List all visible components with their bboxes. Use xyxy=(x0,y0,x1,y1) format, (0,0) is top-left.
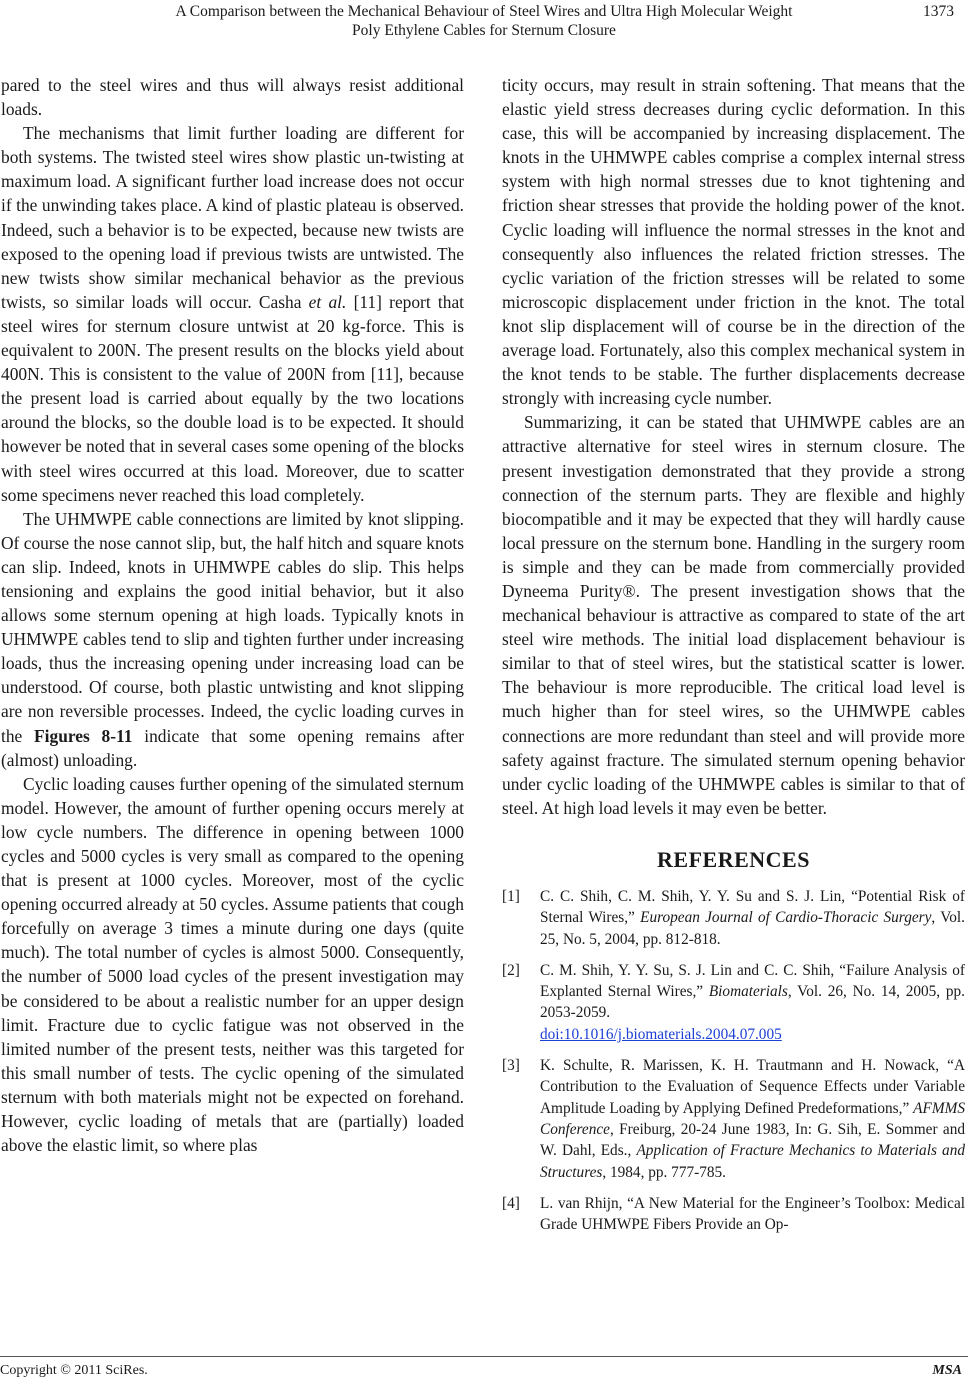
references-heading: REFERENCES xyxy=(657,846,810,872)
reference-item: [3] K. Schulte, R. Marissen, K. H. Trautmann and H. Nowack, “A Contribution to the Evaluation of Sequence Effects under Variable Amplitude Loading by Applying Defined Predeformations,” AFMMS Conference, Freiburg, 20-24 June 1983, In: G. Sih, E. Sommer and W. Dahl, Eds., Application of Fracture Mechanics to Materials and Structures, 1984, pp. 777-785. xyxy=(502,1057,965,1181)
reference-item: [2] C. M. Shih, Y. Y. Su, S. J. Lin and C. C. Shih, “Failure Analysis of Explanted Sternal Wires,” Biomaterials, Vol. 26, No. 14, 2005, pp. 2053-2059. doi:10.1016/j.biomaterials.2004.07.005 xyxy=(502,961,965,1043)
paragraph: Cyclic loading causes further opening of the simulated sternum model. However, the amount of further opening occurs merely at low cycle numbers. The difference in opening between 1000 cycles and 5000 cycles is very small as compared to the opening that is present at 1000 cycles. Moreover, most of the cyclic opening occurred already at 50 cycles. Assume patients that cough forcefully on average 3 times a minute during one days (quite much). The total number of cycles is almost 5000. Consequently, the number of 5000 load cycles of the present investigation may be considered to be about a realistic number for an upper design limit. Fracture due to cyclic fatigue was not observed in the limited number of the present tests, neither was this targeted for this small number of tests. The cyclic opening of the simulated sternum with both materials might not be expected on forehand. However, cyclic loading of metals that are (partially) loaded above the elastic limit, so where plas xyxy=(1,773,464,1156)
right-column xyxy=(502,73,965,1245)
figure-reference: Figures 8-11 xyxy=(34,725,133,746)
doi-link[interactable]: doi:10.1016/j.biomaterials.2004.07.005 xyxy=(540,1025,782,1043)
paragraph: ticity occurs, may result in strain softening. That means that the elastic yield stress decreases during cyclic deformation. In this case, this will be accompanied by increasing displacement. The knots in the UHMWPE cables comprise a complex internal stress system with high normal stresses due to knot tightening and friction shear stresses that provide the holding power of the knot. Cyclic loading will influence the normal stresses in the knot and consequently also influences the related friction stresses. The cyclic variation of the friction stresses will be related to some microscopic displacement under friction in the knot. The total knot slip displacement will of course be in the direction of the average load. Fortunately, also this complex mechanical system in the knot tends to be stable. The further displacements decrease strongly with increasing cycle number. xyxy=(502,75,965,409)
page-number: 1373 xyxy=(923,3,954,20)
left-column xyxy=(1,73,464,1157)
paragraph: Summarizing, it can be stated that UHMWPE cables are an attractive alternative for steel wires in sternum closure. The present investigation demonstrated that they provide a strong connection of the sternum parts. They are flexible and highly biocompatible and it may be expected that they will hardly cause local pressure on the sternum bone. Handling in the surgery room is simple and they can be made from commercially provided Dyneema Purity®. The present investigation shows that the mechanical behaviour is attractive as compared to state of the art steel wire methods. The initial load displacement behaviour is similar to that of steel wires, but the statistical scatter is lower. The behaviour is more reproducible. The critical load level is much higher than for steel wires, so the UHMWPE cables connections are more redundant than steel and will provide more safety against fracture. The simulated sternum opening behavior under cyclic loading of the UHMWPE cables is similar to that of steel. At high load levels it may even be better. xyxy=(502,412,965,818)
paragraph: pared to the steel wires and thus will always resist additional loads. xyxy=(1,75,464,120)
paragraph: The UHMWPE cable connections are limited by knot slipping. Of course the nose cannot slip, but, the half hitch and square knots can slip. Indeed, knots in UHMWPE cables do slip. This helps tensioning and explains the good initial behavior, but it also allows some sternum opening at high loads. Typically knots in UHMWPE cables tend to slip and tighten further under increasing loads, thus the increasing opening under increasing load can be understood. Of course, both plastic untwisting and knot slipping are non reversible processes. Indeed, the cyclic loading curves in the Figures 8-11 indicate that some opening remains after (almost) unloading. xyxy=(1,508,465,770)
paragraph: The mechanisms that limit further loading are different for both systems. The twisted steel wires show plastic un-twisting at maximum load. A significant further load increase does not occur if the unwinding takes place. A kind of plastic plateau is observed. Indeed, such a behavior is to be expected, because new twists are exposed to the opening load if previous twists are untwisted. The new twists show similar mechanical behavior as the previous twists, so similar loads will occur. Casha et al. [11] report that steel wires for sternum closure untwist at 20 kg-force. This is equivalent to 200N. The present results on the blocks yield about 400N. This is consistent to the value of 200N from [11], because the present load is carried about equally by the two locations around the blocks, so the double load is to be expected. It should however be noted that in several cases some opening of the blocks with steel wires occurred at this load. Moreover, due to scatter some specimens never reached this load completely. xyxy=(1,123,464,505)
reference-item: [1] C. C. Shih, C. M. Shih, Y. Y. Su and S. J. Lin, “Potential Risk of Sternal Wires,” European Journal of Cardio-Thoracic Surgery, Vol. 25, No. 5, 2004, pp. 812-818. xyxy=(502,888,965,948)
running-header xyxy=(0,2,968,46)
header-title-line1: A Comparison between the Mechanical Behaviour of Steel Wires and Ultra High Molecular Weight xyxy=(175,3,793,20)
header-title-line2: Poly Ethylene Cables for Sternum Closure xyxy=(352,22,616,39)
journal-name: MSA xyxy=(932,1363,962,1378)
copyright-notice: Copyright © 2011 SciRes. xyxy=(0,1363,148,1378)
footer-divider xyxy=(0,1356,968,1357)
reference-item: [4] L. van Rhijn, “A New Material for the Engineer’s Toolbox: Medical Grade UHMWPE Fibers Provide an Op- xyxy=(502,1194,965,1234)
